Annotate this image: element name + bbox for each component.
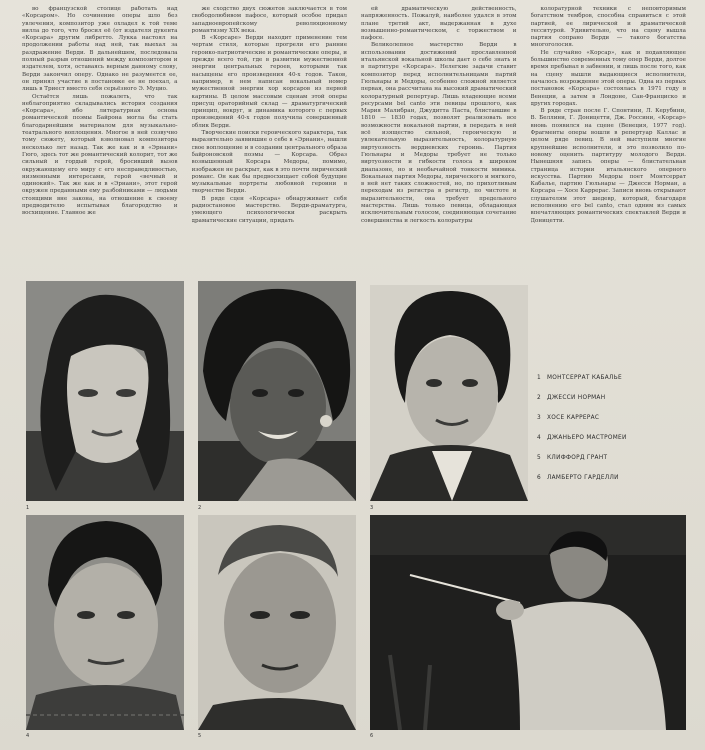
caption-row [537,395,697,401]
photo-captions [537,375,697,495]
text-column-1 [22,6,178,274]
paragraph: В «Корсаре» Верди находит применение тем чертам стиля, которые прогрели его ранние героико-патриотические и романтические оперы, и прежде всего той, где в развитии мужественной энергии центральных героев, которыми так насыщены его произведения 40-х годов. Таков, например, в нем написан вокальный номер мужественной энергии хор корсаров из первой картины. В целом массовым сценам этой оперы присущ ораторийный склад — драматургический принцип, вокруг, и динамика которого с первых произведений 40-х годов получила совершенный облик Верди. [191,35,347,129]
photo-number-3: 3 [370,505,374,511]
caption-row [537,475,697,481]
paragraph: во французской столице работать над «Корсаром». Но сочинение оперы шло без увлечения, композитор уже охладел к той теме вилла до того, что бросил её (от издателя дукента «Корсара» другим либретто. Лукка настоял на продолжении работы над ней, так выехал за раздражение Верди. В дальнейшем, последовала полный разрыв отношений между композитором и издателем, хотя, оставаясь верным данному слову, Верди закончил оперу. Однако не разумеется ее, он принял участие в постановке ее не поехал, а лишь в Триест вместо себя серьёзного Э. Муцио. [22,6,178,93]
paragraph: Остаётся лишь пожалеть, что так неблагоприятно складывались история создания «Корсара», ибо литературная основа романтической поэмы Байрона могла бы стать благодарнейшим материалом для музыкально-театрального воплощения. Многое в ней созвучно тому сюжету, который взволновал композитора несколько лет назад. Так же как и в «Эрнани» Гюго, здесь тот же романтический колорит, тот же сильный и гордый герой, бросивший вызов окружающему его миру с его несправедливостью, низменными интересами, герой «вечный и одинокий». Так же как и в «Эрнани», этот герой окружен преданными ему разбойниками — людьми стоящими вне закона, на отношение к своему предводителю испытывая благородство и восхищение. Главное же [22,93,178,217]
photo-number-6: 6 [370,733,374,739]
paragraph: В ряде сцен «Корсара» обнаруживает себя радиостановое мастерство. Верди-драматурга, умеющего психологически раскрыть драматические ситуации, придать [191,195,347,224]
paragraph: же сходство двух сюжетов заключается в том свободолюбивом пафосе, который особое придал западноевропейскому революционному романтизму XIX века. [191,6,347,34]
text-column-2 [192,6,348,274]
photo-number-1: 1 [26,505,30,511]
portrait-photo-5 [198,515,356,730]
caption-number: 5 [537,455,541,461]
caption-number: 6 [537,475,541,481]
photo-number-2: 2 [198,505,202,511]
caption-name: ДЖЕССИ НОРМАН [547,395,606,401]
caption-name: ДЖАНЬЕРО МАСТРОМЕИ [547,435,627,441]
caption-name: МОНТСЕРРАТ КАБАЛЬЕ [547,375,622,381]
paragraph: Не случайно «Корсар», как и подавляющее большинство современных тому опер Верди, долгое время пребывал в забвении, и лишь после того, как на сцену вышли выдающиеся исполнители, началось возрождение этой оперы. Одна из первых постановок «Корсара» состоялась в 1971 году в Венеции, а затем в Лондоне, Сан-Франциско и других городах. [530,49,686,107]
caption-row [537,455,697,461]
portrait-photo-1 [26,281,184,501]
caption-name: ХОСЕ КАРРЕРАС [547,415,600,421]
caption-number: 2 [537,395,541,401]
caption-row [537,375,697,381]
photo-number-4: 4 [26,733,30,739]
paragraph: колоратурной техники с неповторимым богатством тембров, способна справиться с этой партией, ее лирической и драматической тесситурой. Удивительно, что на сцену вышла партия сопрано Верди — такого богатства многоголосия. [530,6,686,49]
paragraph: ей драматическую действенность, напряженность. Пожалуй, наиболее удался в этом плане третий акт, выдержанная в духе возвышенно-романтическом, с торжеством и пафосе. [361,6,517,42]
caption-number: 1 [537,375,541,381]
caption-name: КЛИФФОРД ГРАНТ [547,455,608,461]
conductor-photo-6 [370,515,686,730]
caption-row [537,415,697,421]
text-column-3 [361,6,517,274]
paragraph: Великолепное мастерство Верди в использовании достижений прославленной итальянской вокальной школы дает о себе знать и в партитуре «Корсара». Нелегкие задачи ставит композитор перед исполнительницами партий Гюльнары и Медоры, особенно сложной является первая, она рассчитана на высокий драматический колоратурный репертуар. Лишь владеющие всеми ресурсами bel canto эти певицы прошлого, как Мария Малибран, Джудитта Паста, блиставшие в 1810 — 1830 годах, позволят реализовать все возможности вокальной партии, в передать в ней всё изящество сильной, героическую и увлекательную выразительность, колоратурную виртуозность вердиевских героинь. Партия Гюльнары и Медоры требует не только виртуозности и гибкости голоса в широком диапазоне, но и необычайной тонкости мимика. Вокальная партия Медоры, лирического и мягкого, в ней нет таких сложностей, но, по прихотливым переходам из регистра в регистр, по чистоте и выразительности, она требует предельного мастерства. Лишь только певица, обладающая исключительным голосом, соединяющая сочетание совершенства и легкость колоратуры [361,42,517,224]
caption-name: ЛАМБЕРТО ГАРДЕЛЛИ [547,475,619,481]
paragraph: В ряде стран после Г. Спонтини, Л. Керубини, В. Беллини, Г. Доницетти, Дж. Россини, «Корсар» вновь появился на сцене (Венеция, 1977 год). Фрагменты оперы вошли в репертуар Каллас и целом ряде певиц. В ней выступили многие крупнейшие исполнители, и это позволило по-новому оценить партитуру молодого Верди. Нынешняя запись оперы — блистательная страница истории итальянского оперного искусства. Партию Медоры поет Монтсеррат Кабалье, партию Гюльнары — Джесси Норман, а Корсара — Хосе Каррерас. Записи вновь открывают слушателям этот шедевр, который, благодаря исполнению его bel canto, стал одним из самых впечатляющих романтических спектаклей Верди и Доницетти. [530,108,686,224]
portrait-photo-2 [198,281,356,501]
caption-number: 3 [537,415,541,421]
text-column-4 [531,6,687,274]
paragraph: Творческие поиски героического характера, так выразительно заявившие о себе в «Эрнани», нашли свое воплощение и в создании центрального образа байроновской поэмы — Корсара. Образ возвышенный Корсара Медоры, помимо, изображен не раскрыт, как в это почти лирический романс. Он как бы предвосхищает собой будущие музыкальные портреты любовной героини в творчестве Верди. [191,130,347,195]
article-text [22,6,686,274]
caption-number: 4 [537,435,541,441]
caption-row [537,435,697,441]
portrait-photo-4 [26,515,184,730]
photo-number-5: 5 [198,733,202,739]
portrait-photo-3 [370,285,528,501]
